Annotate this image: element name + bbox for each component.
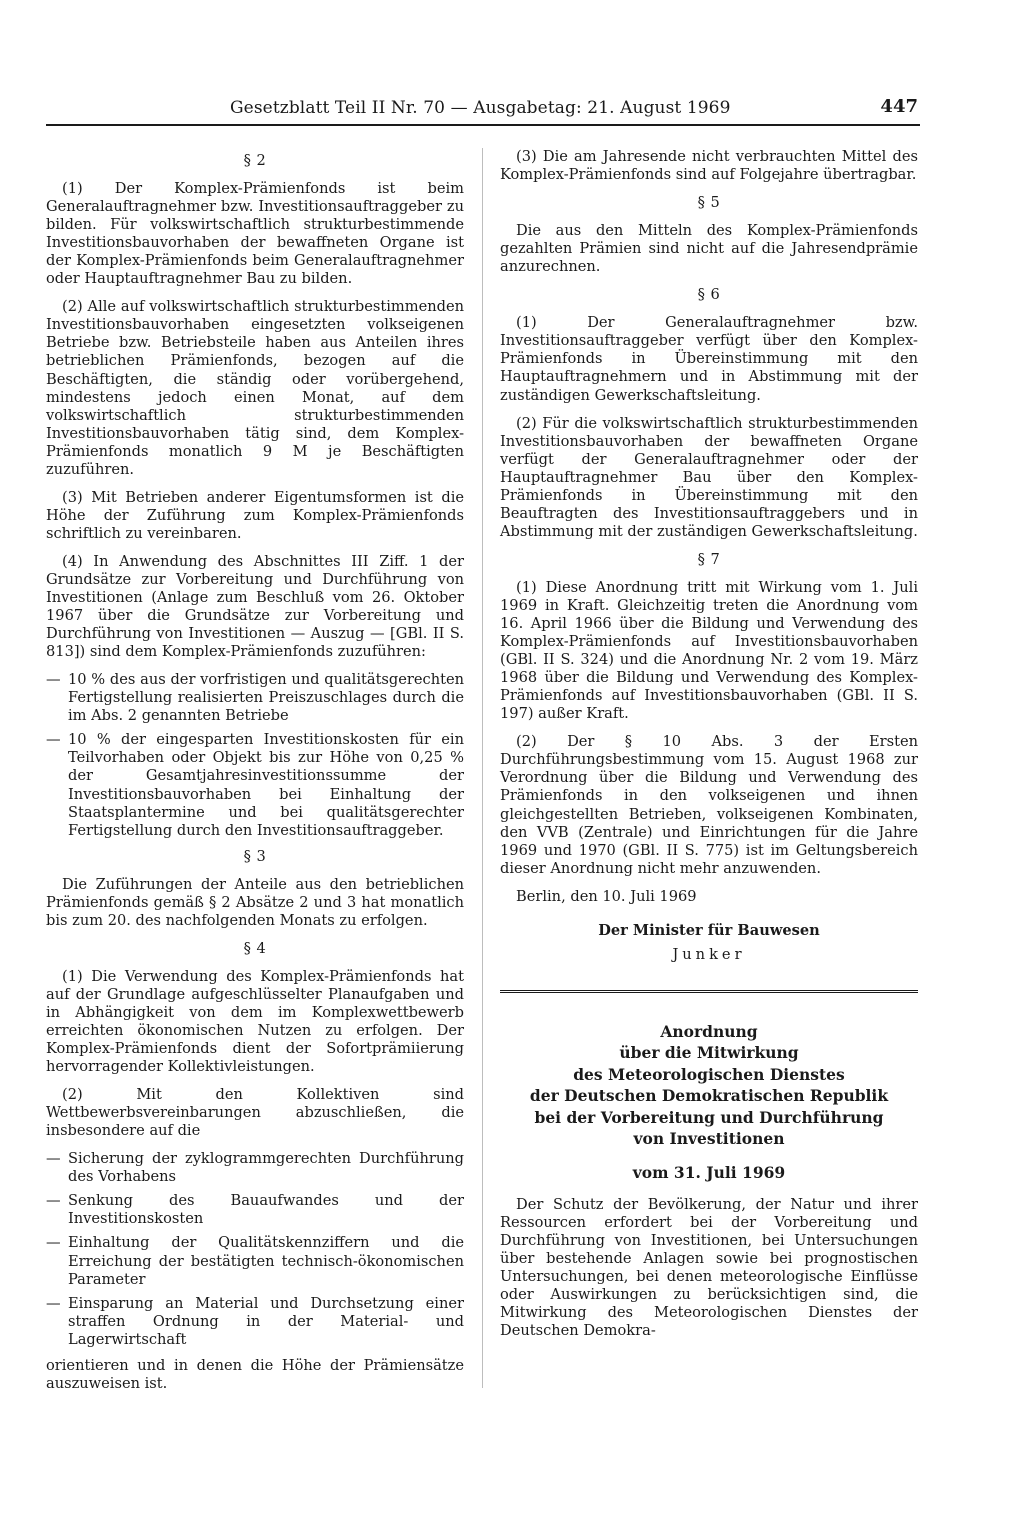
ordinance-title-line: von Investitionen [633,1129,785,1149]
section-heading-4: § 4 [243,939,267,957]
paragraph: Die aus den Mitteln des Komplex-Prämienfonds gezahlten Prämien sind nicht auf die Jahresendprämie anzurechnen. [500,222,918,276]
section-heading-6: § 6 [697,286,721,304]
dash-marker: — [46,731,61,749]
running-header [46,98,920,126]
section-heading-7: § 7 [697,550,721,568]
list-item-text: 10 % des aus der vorfristigen und qualitätsgerechten Fertigstellung realisierten Preiszuschlages durch die im Abs. 2 genannten Betriebe [68,671,464,725]
ordinance-title-line: bei der Vorbereitung und Durchführung [534,1107,884,1127]
list-item-text: Senkung des Bauaufwandes und der Investitionskosten [68,1192,464,1228]
section-heading-2: § 2 [243,152,267,169]
list-item [46,1234,464,1288]
dash-list [46,1150,464,1348]
list-item [46,1192,464,1228]
list-item [46,1150,464,1186]
paragraph: Der Schutz der Bevölkerung, der Natur und ihrer Ressourcen erfordert bei der Vorbereitung und Durchführung von Investitionen, bei Untersuchungen über bestehende Anlagen sowie bei prognostischen Untersuchungen, bei denen meteorologische Einflüsse oder Auswirkungen zu berücksichtigen sind, die Mitwirkung des Meteorologischen Dienstes der Deutschen Demokra- [500,1195,918,1340]
ordinance-date: vom 31. Juli 1969 [632,1162,786,1182]
page-number: 447 [880,96,918,117]
list-item [46,1295,464,1349]
list-item-text: Einhaltung der Qualitätskennziffern und die Erreichung der bestätigten technisch-ökonomischen Parameter [68,1234,464,1288]
double-rule-divider [500,990,918,995]
paragraph: (2) Der § 10 Abs. 3 der Ersten Durchführungsbestimmung vom 15. August 1968 zur Verordnung über die Bildung und Verwendung des Prämienfonds in den volkseigenen und ihnen gleichgestellten Betrieben, volkseigenen Kombinaten, den VVB (Zentrale) und Einrichtungen für die Jahre 1969 und 1970 (GBl. II S. 775) ist im Geltungsbereich dieser Anordnung nicht mehr anzuwenden. [500,733,918,877]
left-column [46,148,464,1403]
signer-title: Der Minister für Bauwesen [598,921,820,939]
dash-marker: — [46,1294,61,1312]
ordinance-title-line: Anordnung [660,1021,758,1041]
paragraph: (3) Die am Jahresende nicht verbrauchten Mittel des Komplex-Prämienfonds sind auf Folgejahre übertragbar. [500,148,918,184]
ordinance-title-line: des Meteorologischen Dienstes [573,1064,845,1084]
section-heading-5: § 5 [697,194,721,212]
paragraph: (2) Für die volkswirtschaftlich strukturbestimmenden Investitionsbauvorhaben der bewaffneten Organe verfügt der Generalauftragnehmer oder der Hauptauftragnehmer Bau über den Komplex-Prämienfonds in Übereinstimmung mit den Beauftragten des Investitionsauftraggebers und in Abstimmung mit der zuständigen Gewerkschaftsleitung. [500,414,918,540]
paragraph: (3) Mit Betrieben anderer Eigentumsformen ist die Höhe der Zuführung zum Komplex-Prämienfonds schriftlich zu vereinbaren. [46,488,464,542]
list-item-text: Einsparung an Material und Durchsetzung einer straffen Ordnung in der Material- und Lagerwirtschaft [68,1294,464,1348]
paragraph: (2) Mit den Kollektiven sind Wettbewerbsvereinbarungen abzuschließen, die insbesondere auf die [46,1086,464,1140]
dash-marker: — [46,1150,61,1168]
place-date: Berlin, den 10. Juli 1969 [516,887,697,905]
ordinance-title-line: über die Mitwirkung [619,1043,799,1063]
dash-list [46,671,464,839]
ordinance-title [500,1021,918,1150]
list-item-text: 10 % der eingesparten Investitionskosten für ein Teilvorhaben oder Objekt bis zur Höhe von 0,25 % der Gesamtjahresinvestitionssumme der Investitionsbauvorhaben bei Einhaltung der Staatsplantermine und bei qualitätsgerechter Fertigstellung durch den Investitionsauftraggeber. [68,731,464,839]
ordinance-title-line: der Deutschen Demokratischen Republik [529,1086,889,1106]
dash-marker: — [46,1234,61,1252]
paragraph: (1) Die Verwendung des Komplex-Prämienfonds hat auf der Grundlage aufgeschlüsselter Planaufgaben und in Abhängigkeit von dem im Komplexwettbewerb erreichten ökonomischen Nutzen zu erfolgen. Der Komplex-Prämienfonds dient der Sofortprämiierung hervorragender Kollektivleistungen. [46,967,464,1076]
running-title: Gesetzblatt Teil II Nr. 70 — Ausgabetag: 21. August 1969 [230,98,731,118]
column-divider [482,148,483,1388]
signer-name: Junker [672,945,746,963]
paragraph: (1) Diese Anordnung tritt mit Wirkung vom 1. Juli 1969 in Kraft. Gleichzeitig treten die Anordnung vom 16. April 1966 über die Bildung und Verwendung des Komplex-Prämienfonds auf Investitionsbauvorhaben (GBl. II S. 324) und die Anordnung Nr. 2 vom 19. März 1968 über die Bildung und Verwendung des Komplex-Prämienfonds auf Investitionsbauvorhaben (GBl. II S. 197) außer Kraft. [500,578,918,723]
paragraph: (4) In Anwendung des Abschnittes III Ziff. 1 der Grundsätze zur Vorbereitung und Durchführung von Investitionen (Anlage zum Beschluß vom 26. Oktober 1967 über die Grundsätze zur Vorbereitung und Durchführung von Investitionen — Auszug — [GBl. II S. 813]) sind dem Komplex-Prämienfonds zuzuführen: [46,552,464,661]
right-column [500,148,918,1350]
section-heading-3: § 3 [243,847,267,865]
list-item [46,731,464,839]
paragraph: (1) Der Komplex-Prämienfonds ist beim Generalauftragnehmer bzw. Investitionsauftraggeber zu bilden. Für volkswirtschaftlich strukturbestimmende Investitionsbauvorhaben der bewaffneten Organe ist der Komplex-Prämienfonds beim Generalauftragnehmer oder Hauptauftragnehmer Bau zu bilden. [46,180,464,288]
list-item-text: Sicherung der zyklogrammgerechten Durchführung des Vorhabens [68,1150,464,1186]
dash-marker: — [46,671,61,689]
paragraph: (1) Der Generalauftragnehmer bzw. Investitionsauftraggeber verfügt über den Komplex-Prämienfonds in Übereinstimmung mit den Hauptauftragnehmern und in Abstimmung mit der zuständigen Gewerkschaftsleitung. [500,314,918,404]
dash-marker: — [46,1192,61,1210]
paragraph: (2) Alle auf volkswirtschaftlich strukturbestimmenden Investitionsbauvorhaben eingesetzten volkseigenen Betriebe bzw. Betriebsteile haben aus Anteilen ihres betrieblichen Prämienfonds, bezogen auf die Beschäftigten, die ständig oder vorübergehend, mindestens jedoch einen Monat, auf dem volkswirtschaftlich strukturbestimmenden Investitionsbauvorhaben tätig sind, dem Komplex-Prämienfonds monatlich 9 M je Beschäftigten zuzuführen. [46,298,464,478]
paragraph: orientieren und in denen die Höhe der Prämiensätze auszuweisen ist. [46,1356,464,1392]
list-item [46,671,464,725]
paragraph: Die Zuführungen der Anteile aus den betrieblichen Prämienfonds gemäß § 2 Absätze 2 und 3 hat monatlich bis zum 20. des nachfolgenden Monats zu erfolgen. [46,875,464,929]
